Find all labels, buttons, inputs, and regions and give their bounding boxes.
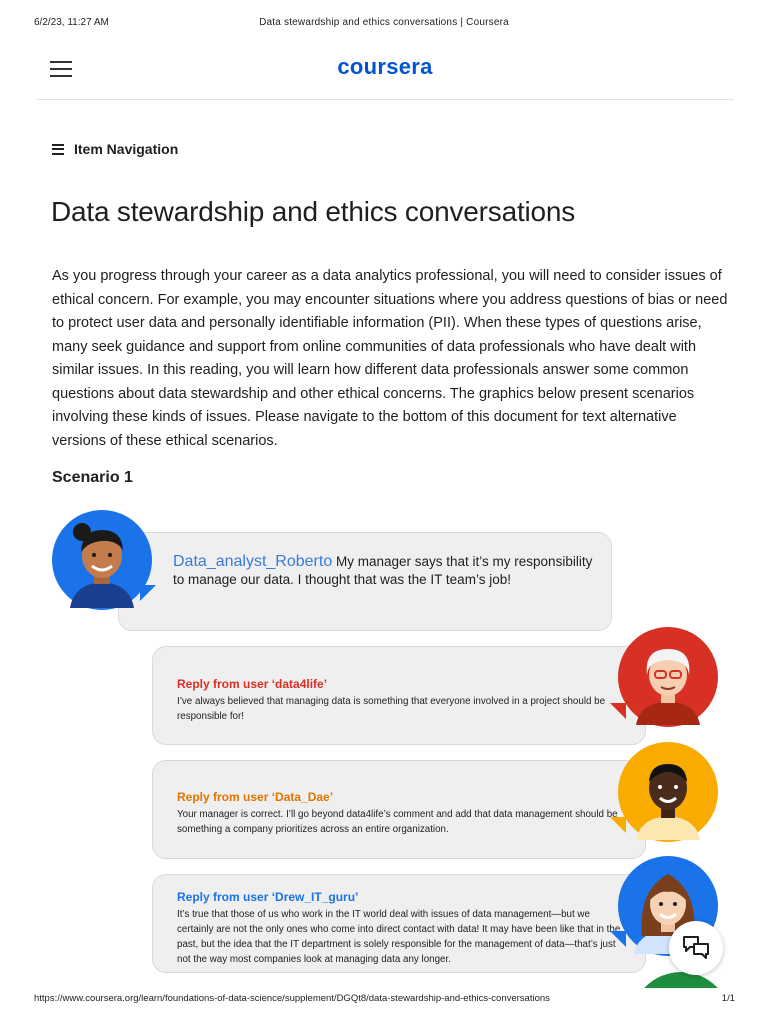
- top-navigation-bar: [36, 48, 734, 100]
- chat-bubbles-icon: [681, 933, 711, 963]
- question-bubble: [118, 532, 612, 631]
- data4life-avatar: [618, 627, 718, 727]
- roberto-avatar: [52, 510, 152, 610]
- item-navigation-button[interactable]: [52, 139, 178, 159]
- next-user-avatar: [631, 972, 728, 988]
- print-footer: [0, 993, 768, 1007]
- intro-paragraph: As you progress through your career as a data analytics professional, you will need to consider issues of ethical concern. For example, you may encounter situations where you address questions of bias or need to protect user data and personally identifiable information (PII). When these types of questions arise, many seek guidance and support from online communities of data professionals who have dealt with similar issues. In this reading, you will learn how different data professionals answer some common questions about data stewardship and other ethical concerns. The graphics below present scenarios involving these kinds of issues. Please navigate to the bottom of this document for text alternative versions of these ethical scenarios.: [52, 268, 728, 449]
- reply-label-data-dae: Reply from user ‘Data_Dae’: [177, 790, 334, 804]
- print-page-number: 1/1: [721, 993, 735, 1004]
- reply-text-drew-it-guru: It’s true that those of us who work in the IT world deal with issues of data management—but we certainly are not the only ones who come into direct contact with data! It may have been like that in the past, but the idea that the IT department is solely responsible for the management of data—that’s just not the way most companies look at managing data any longer.: [177, 909, 621, 965]
- item-navigation-label: Item Navigation: [74, 141, 179, 157]
- print-title: Data stewardship and ethics conversations | Coursera: [259, 17, 509, 28]
- list-icon: [52, 144, 64, 155]
- reply-label-drew-it-guru: Reply from user ‘Drew_IT_guru’: [177, 890, 359, 904]
- print-header: [0, 17, 768, 31]
- reply-bubble-data-dae: [152, 760, 646, 859]
- print-datetime: 6/2/23, 11:27 AM: [34, 17, 109, 28]
- scenario-1-graphic: [48, 505, 728, 988]
- question-text: My manager says that it’s my responsibility to manage our data. I thought that was the IT team’s job!: [173, 554, 593, 587]
- data-dae-avatar: [618, 742, 718, 842]
- reply-text-data4life: I’ve always believed that managing data is something that everyone involved in a project should be responsible for!: [177, 696, 606, 722]
- question-username: Data_analyst_Roberto: [173, 553, 333, 570]
- reply-bubble-data4life: [152, 646, 646, 745]
- chat-button[interactable]: [669, 921, 723, 975]
- scenario-heading: Scenario 1: [52, 469, 133, 486]
- reply-bubble-drew-it-guru: [152, 874, 646, 973]
- page-title: Data stewardship and ethics conversations: [51, 196, 576, 227]
- reply-label-data4life: Reply from user ‘data4life’: [177, 677, 328, 691]
- coursera-logo[interactable]: coursera: [337, 54, 433, 79]
- reply-text-data-dae: Your manager is correct. I’ll go beyond data4life’s comment and add that data management should be something a company prioritizes across an entire organization.: [177, 809, 618, 835]
- print-url: https://www.coursera.org/learn/foundations-of-data-science/supplement/DGQt8/data-stewardship-and-ethics-conversations: [34, 993, 550, 1004]
